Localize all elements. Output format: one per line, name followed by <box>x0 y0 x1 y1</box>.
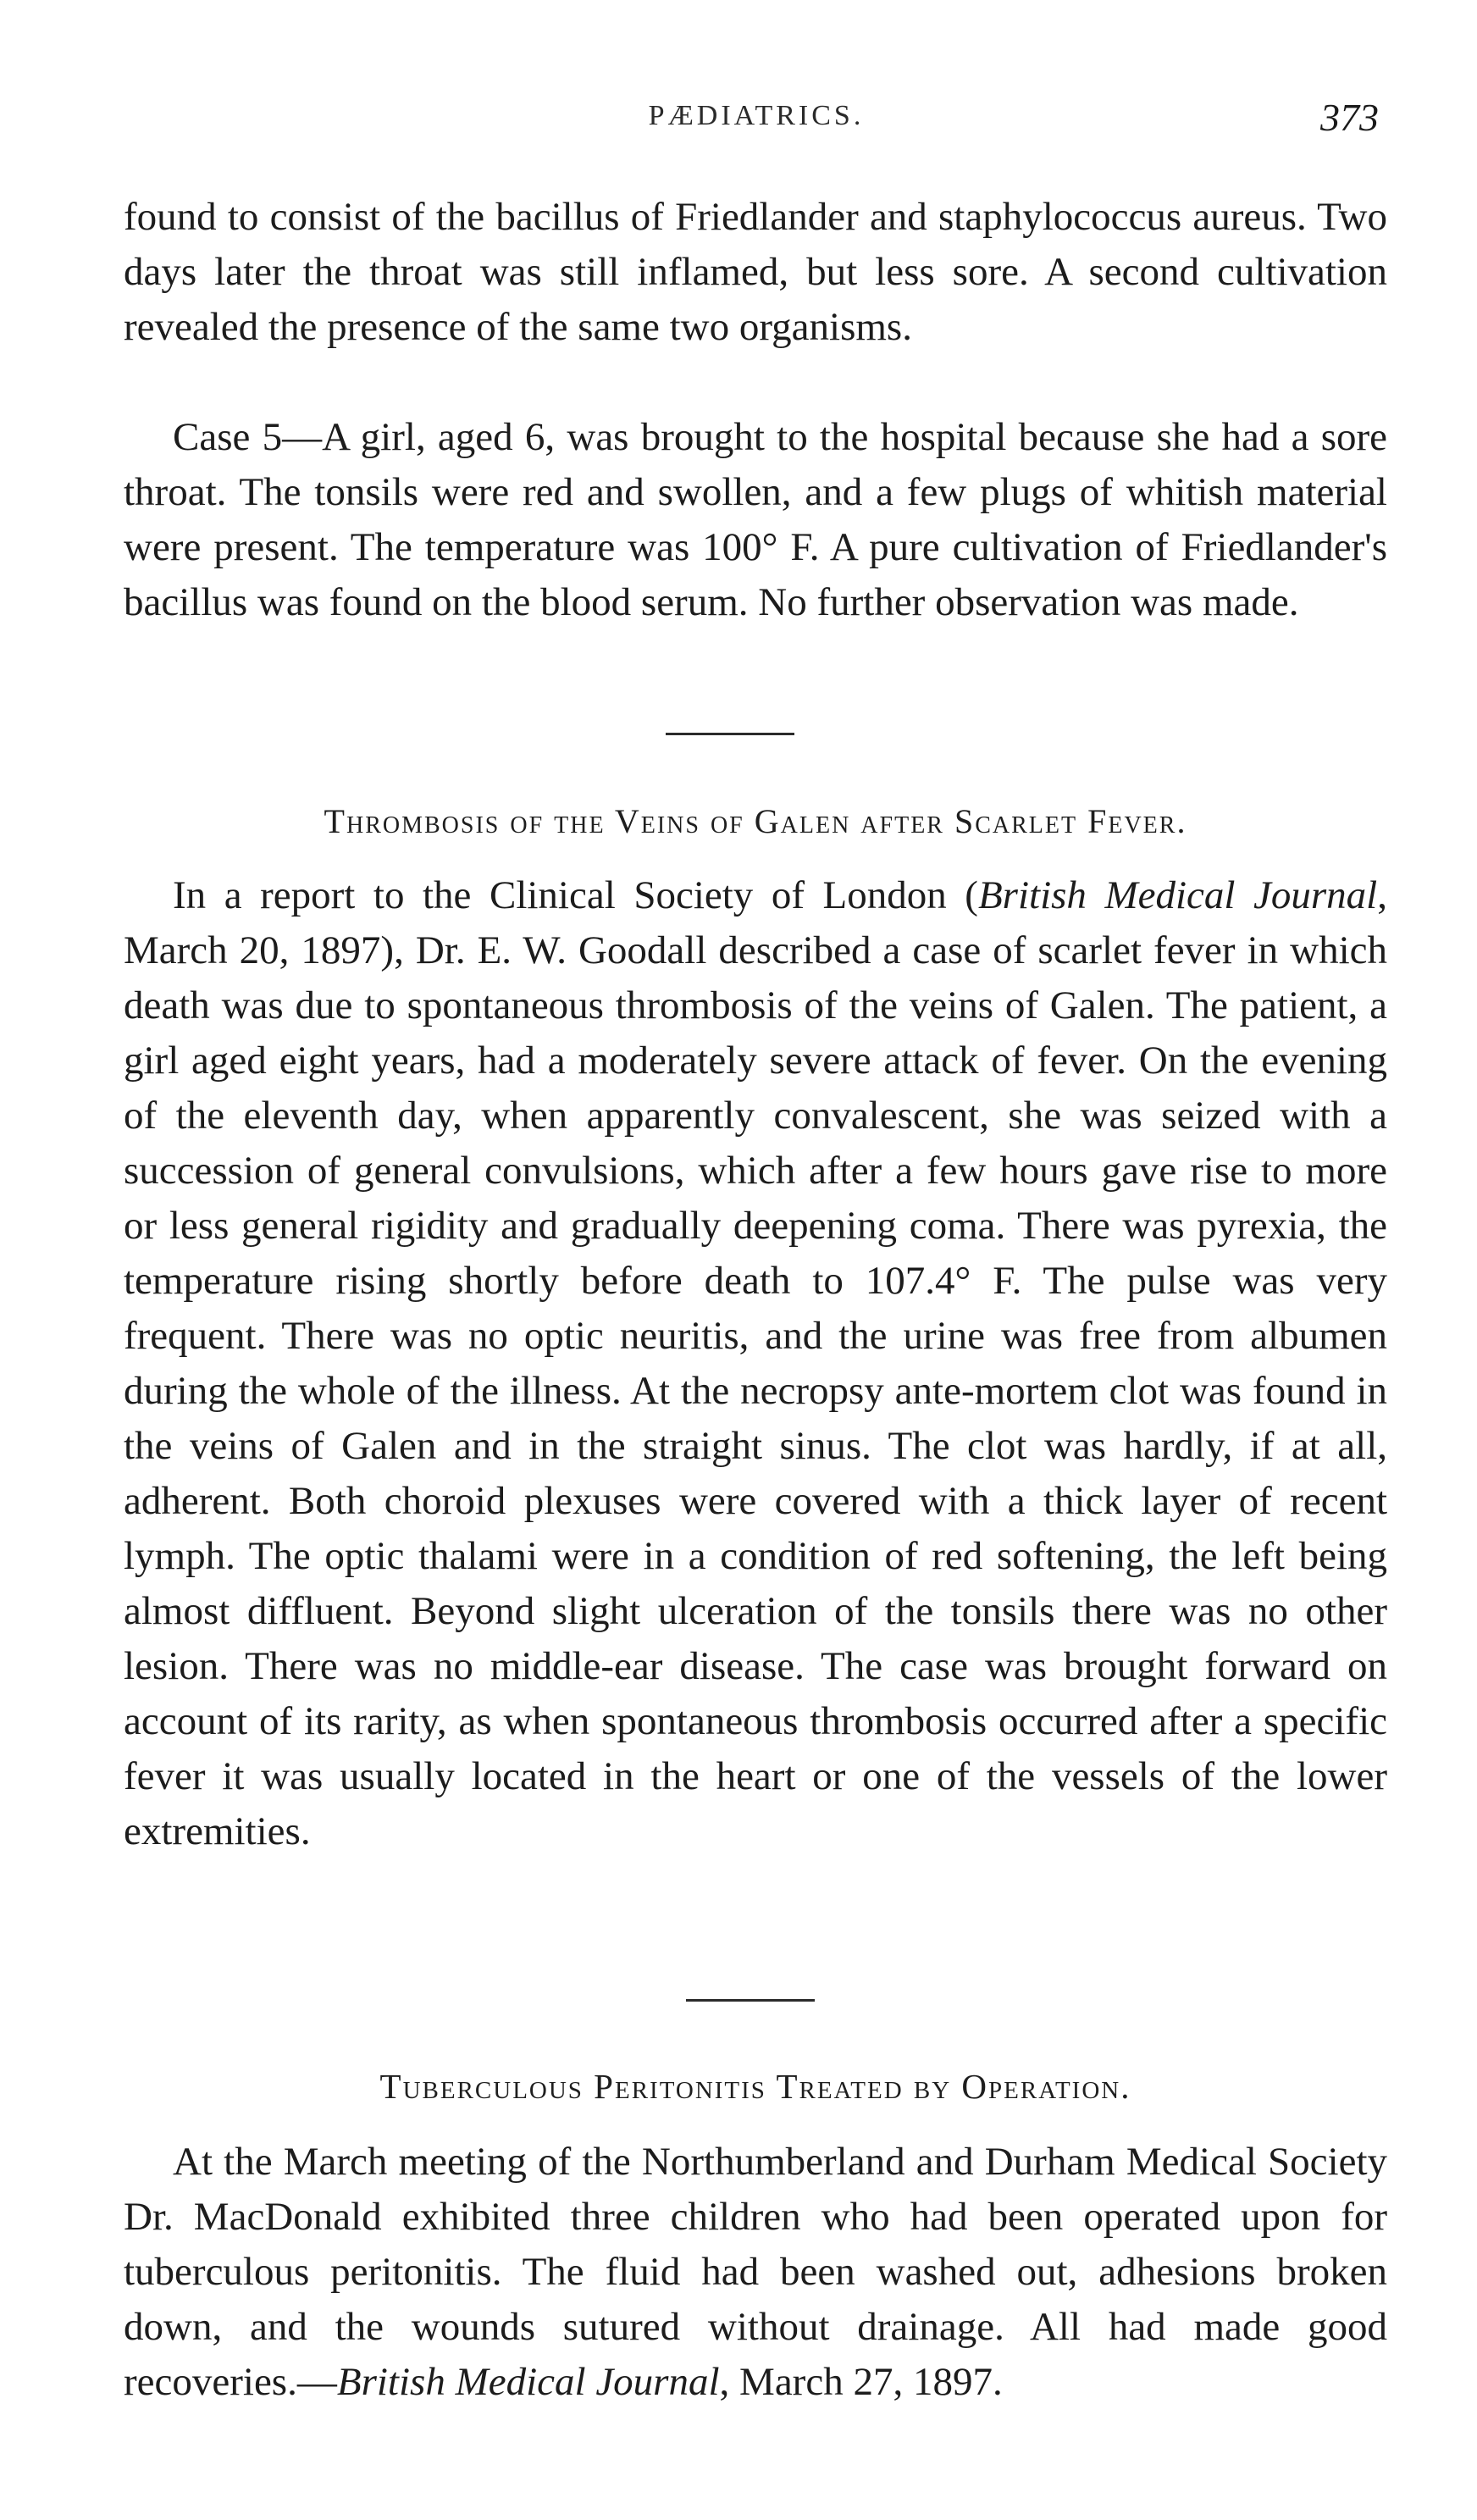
continuation-paragraph-block <box>124 190 1387 355</box>
section-2-paragraph <box>124 2135 1387 2410</box>
page-header <box>124 95 1389 146</box>
section-1-title: Thrombosis of the Veins of Galen after Scarlet Fever. <box>324 802 1187 840</box>
case-5-paragraph-block <box>124 410 1387 630</box>
section-2-body-block <box>124 2135 1387 2410</box>
section-1-body: , March 20, 1897), Dr. E. W. Goodall described a case of scarlet fever in which death was due to spontaneous thrombosis of the veins of Galen. The patient, a girl aged eight years, had a moderately severe attack of fever. On the evening of the eleventh day, when apparently convalescent, she was seized with a succession of general convulsions, which after a few hours gave rise to more or less general rigidity and gradually deepening coma. There was pyrexia, the temperature rising shortly before death to 107.4° F. The pulse was very frequent. There was no optic neuritis, and the urine was free from albumen during the whole of the illness. At the necropsy ante-mortem clot was found in the veins of Galen and in the straight sinus. The clot was hardly, if at all, adherent. Both choroid plexuses were covered with a thick layer of recent lymph. The optic thalami were in a condition of red softening, the left being almost diffluent. Beyond slight ulceration of the tonsils there was no other lesion. There was no middle-ear disease. The case was brought forward on account of its rarity, as when spontaneous thrombosis occurred after a specific fever it was usually located in the heart or one of the vessels of the lower extremities. <box>124 873 1387 1853</box>
section-2-title: Tuberculous Peritonitis Treated by Operation. <box>379 2067 1131 2106</box>
section-1-paragraph <box>124 868 1387 1859</box>
section-divider-2 <box>686 1999 815 2002</box>
section-1-journal: British Medical Journal <box>977 873 1378 917</box>
case-5-paragraph: Case 5—A girl, aged 6, was brought to the hospital because she had a sore throat. The tonsils were red and swollen, and a few plugs of whitish material were present. The temperature was 100° F. A pure cultivation of Friedlander's bacillus was found on the blood serum. No further observation was made. <box>124 415 1387 624</box>
continuation-paragraph: found to consist of the bacillus of Friedlander and staphylococcus aureus. Two days later the throat was still inflamed, but less sore. A second cultivation revealed the presence of the same two organisms. <box>124 195 1387 349</box>
section-1-intro: In a report to the Clinical Society of London ( <box>173 873 978 917</box>
section-divider-1 <box>666 733 794 735</box>
section-1-body-block <box>124 868 1387 1859</box>
running-head: PÆDIATRICS. <box>648 100 865 131</box>
section-2-citation-date: , March 27, 1897. <box>719 2360 1003 2404</box>
page-number: 373 <box>1320 96 1379 139</box>
section-2-body: At the March meeting of the Northumberland and Durham Medical Society Dr. MacDonald exhibited three children who had been operated upon for tuberculous peritonitis. The fluid had been washed out, adhesions broken down, and the wounds sutured without drainage. All had made good recoveries.— <box>124 2140 1387 2404</box>
section-2-citation-journal: British Medical Journal <box>336 2360 720 2404</box>
